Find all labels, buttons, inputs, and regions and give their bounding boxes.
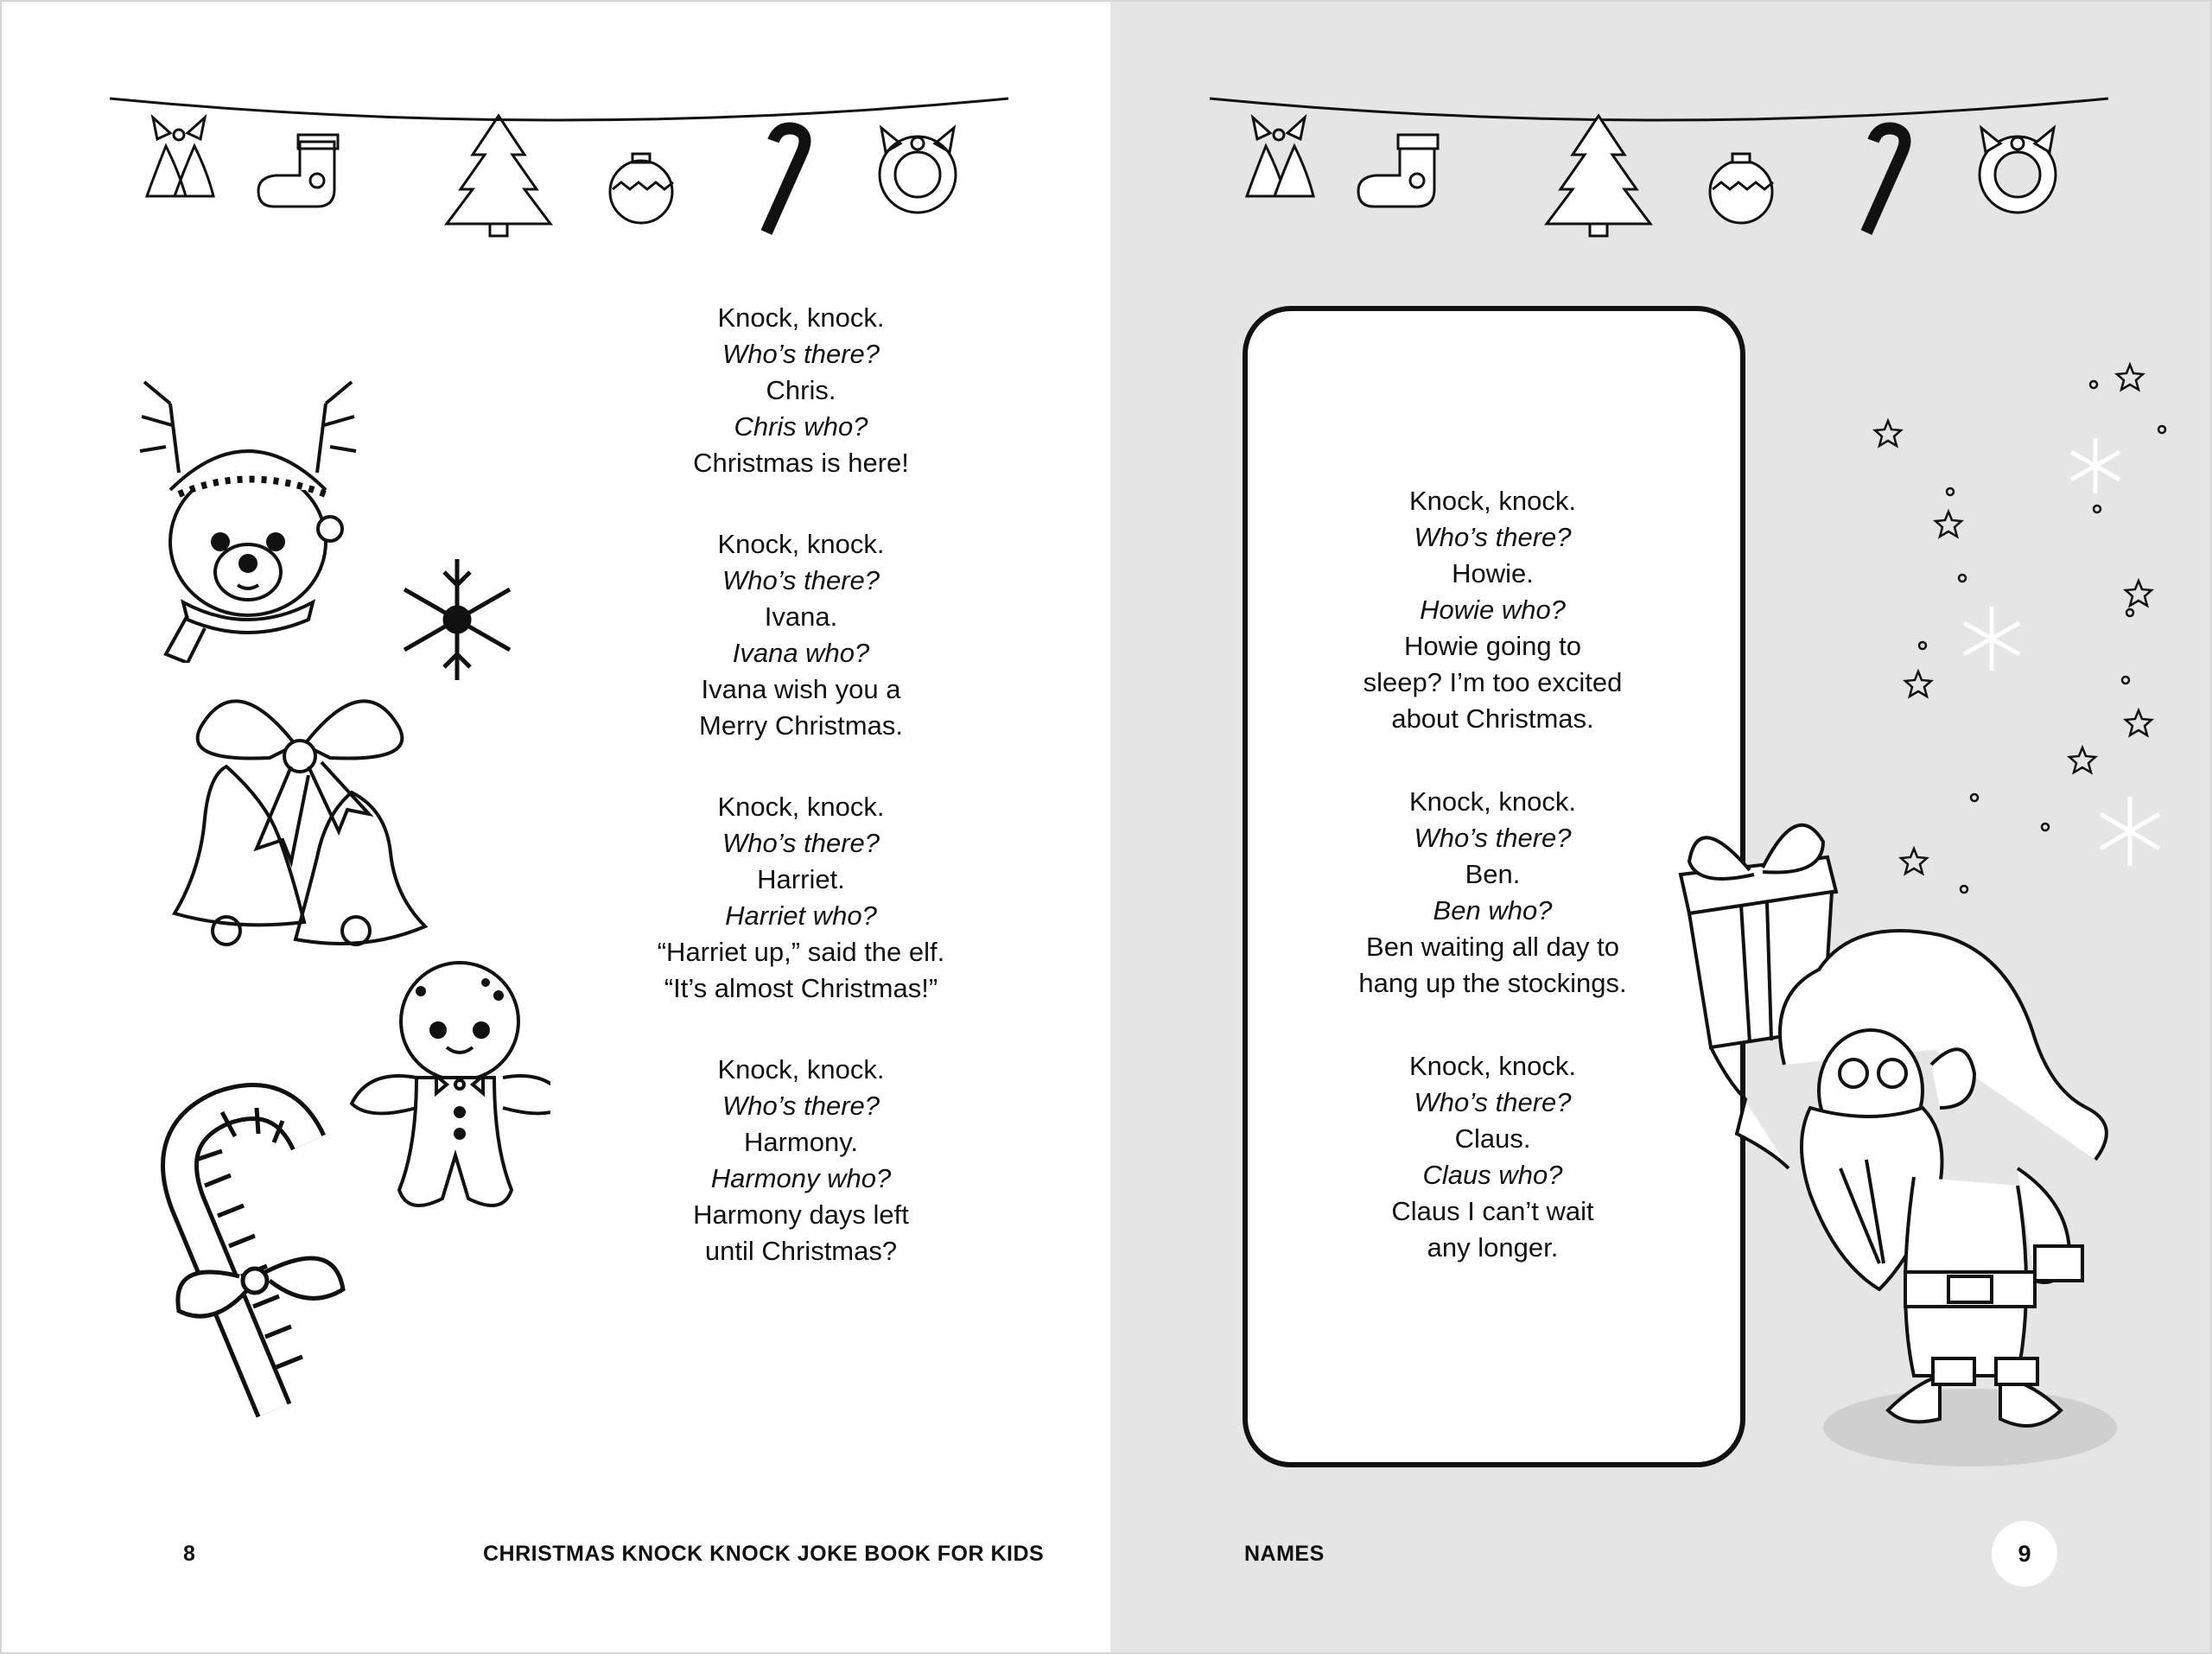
joke-punchline: “Harriet up,” said the elf. xyxy=(657,937,945,967)
star-icon xyxy=(2126,581,2152,606)
joke-name-who: Claus who? xyxy=(1422,1160,1563,1190)
joke-question: Who’s there? xyxy=(1414,823,1572,853)
joke-name-who: Chris who? xyxy=(734,411,868,442)
joke-opener: Knock, knock. xyxy=(1409,486,1576,516)
star-icon xyxy=(2126,710,2152,735)
section-title: NAMES xyxy=(1244,1542,1325,1566)
joke-harmony xyxy=(607,1052,995,1269)
joke-opener: Knock, knock. xyxy=(717,1054,885,1085)
joke-name: Harmony. xyxy=(743,1127,859,1157)
joke-name-who: Harmony who? xyxy=(710,1163,892,1193)
page-number: 8 xyxy=(183,1542,196,1566)
joke-question: Who’s there? xyxy=(721,828,880,858)
joke-chris xyxy=(607,300,995,481)
page-number: 9 xyxy=(1992,1521,2057,1587)
joke-ivana xyxy=(607,526,995,744)
joke-question: Who’s there? xyxy=(1414,1087,1572,1117)
joke-opener: Knock, knock. xyxy=(717,529,885,559)
joke-question: Who’s there? xyxy=(1414,522,1572,552)
elf-with-gift-illustration xyxy=(1655,805,2164,1479)
joke-opener: Knock, knock. xyxy=(717,302,885,333)
joke-name-who: Harriet who? xyxy=(725,900,877,931)
ornament-ball-icon xyxy=(610,154,673,223)
joke-punchline: about Christmas. xyxy=(1391,703,1594,734)
candy-cane-icon xyxy=(1866,129,1905,232)
stocking-icon xyxy=(1358,135,1438,207)
ornament-garland xyxy=(101,81,1017,254)
joke-punchline: “It’s almost Christmas!” xyxy=(664,973,938,1003)
joke-punchline: sleep? I’m too excited xyxy=(1363,667,1623,697)
star-icon xyxy=(1905,671,1931,697)
joke-howie xyxy=(1253,483,1732,737)
joke-opener: Knock, knock. xyxy=(717,792,885,822)
joke-punchline: Claus I can’t wait xyxy=(1391,1196,1594,1226)
left-jokes-column xyxy=(607,300,995,1314)
snowflake-icon xyxy=(1964,607,2019,671)
snowflake-icon xyxy=(392,555,522,684)
christmas-tree-icon xyxy=(447,116,550,236)
joke-punchline: until Christmas? xyxy=(704,1236,898,1266)
joke-name-who: Howie who? xyxy=(1420,595,1566,625)
candy-cane-illustration xyxy=(136,1065,386,1428)
bells-icon xyxy=(147,118,213,196)
star-icon xyxy=(1936,512,1961,537)
joke-question: Who’s there? xyxy=(721,565,880,595)
joke-name: Howie. xyxy=(1452,558,1534,588)
right-page xyxy=(1110,0,2212,1654)
ornament-ball-icon xyxy=(1710,154,1773,223)
joke-punchline: Ben waiting all day to xyxy=(1366,932,1619,962)
joke-punchline: hang up the stockings. xyxy=(1358,968,1627,998)
bells-icon xyxy=(1247,118,1313,196)
joke-name: Harriet. xyxy=(757,864,845,894)
running-title: CHRISTMAS KNOCK KNOCK JOKE BOOK FOR KIDS xyxy=(483,1542,1045,1566)
candy-cane-icon xyxy=(766,129,805,232)
joke-name: Ben. xyxy=(1465,859,1521,889)
joke-harriet xyxy=(607,789,995,1007)
joke-name-who: Ben who? xyxy=(1433,895,1553,926)
snowflake-icon xyxy=(2071,438,2120,493)
joke-opener: Knock, knock. xyxy=(1409,786,1576,817)
joke-punchline: Merry Christmas. xyxy=(699,710,903,741)
star-icon xyxy=(2069,747,2095,773)
joke-question: Who’s there? xyxy=(721,339,880,369)
joke-opener: Knock, knock. xyxy=(1409,1051,1576,1081)
reindeer-illustration xyxy=(118,343,395,663)
joke-punchline: Harmony days left xyxy=(693,1199,909,1230)
wreath-icon xyxy=(1980,128,2056,213)
star-icon xyxy=(2117,365,2143,390)
joke-name-who: Ivana who? xyxy=(732,638,870,668)
joke-punchline: any longer. xyxy=(1427,1232,1559,1263)
star-icon xyxy=(1875,421,1901,446)
stocking-icon xyxy=(258,135,338,207)
joke-punchline: Howie going to xyxy=(1403,631,1582,661)
joke-name: Ivana. xyxy=(764,601,838,632)
christmas-tree-icon xyxy=(1547,116,1650,236)
joke-name: Chris. xyxy=(766,375,836,405)
joke-punchline: Christmas is here! xyxy=(693,448,909,478)
wreath-icon xyxy=(880,128,956,213)
joke-question: Who’s there? xyxy=(721,1091,880,1121)
joke-name: Claus. xyxy=(1454,1123,1531,1154)
joke-punchline: Ivana wish you a xyxy=(701,674,901,704)
bells-illustration xyxy=(153,680,473,948)
ornament-garland xyxy=(1201,81,2117,254)
